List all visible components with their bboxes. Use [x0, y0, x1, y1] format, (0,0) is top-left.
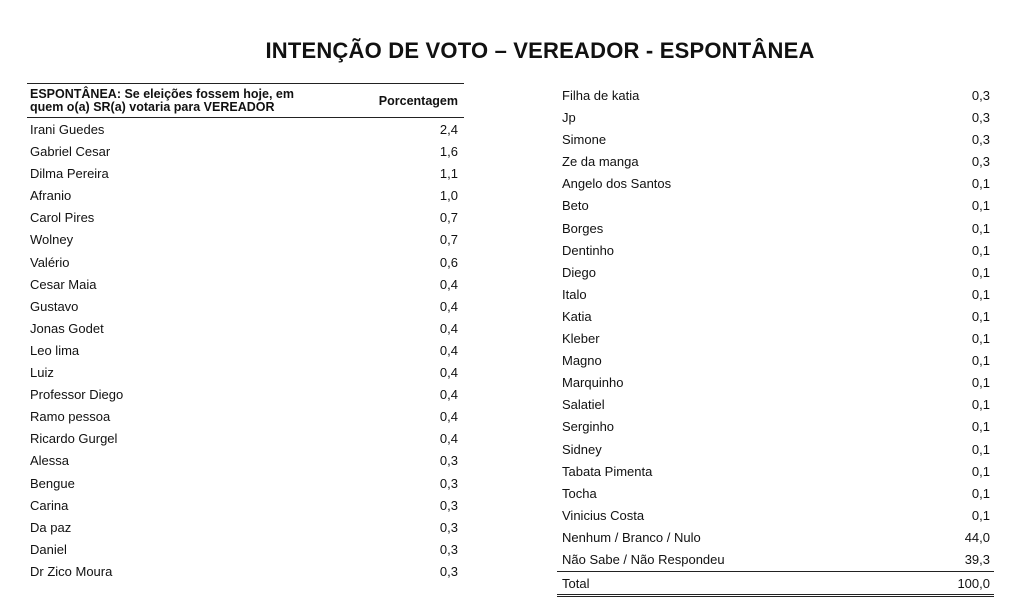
question-header: ESPONTÂNEA: Se eleições fossem hoje, em quem o(a) SR(a) votaria para VEREADOR	[30, 87, 294, 114]
table-row	[27, 295, 464, 317]
left-rows	[27, 118, 464, 582]
percent-value: 0,7	[439, 232, 458, 248]
candidate-name: Ricardo Gurgel	[30, 431, 118, 447]
percent-value: 1,6	[439, 144, 458, 160]
percent-value: 0,4	[439, 365, 458, 381]
candidate-name: Salatiel	[562, 397, 605, 413]
percent-value: 0,1	[971, 220, 990, 236]
candidate-name: Alessa	[30, 453, 70, 469]
right-rows	[557, 84, 994, 570]
candidate-name: Valério	[30, 254, 70, 270]
candidate-name: Jp	[562, 110, 576, 126]
candidate-name: Diego	[562, 264, 596, 280]
candidate-name: Da paz	[30, 519, 72, 535]
candidate-name: Angelo dos Santos	[562, 176, 672, 192]
percent-value: 0,3	[971, 110, 990, 126]
candidate-name: Filha de katia	[562, 88, 640, 103]
percent-value: 0,3	[971, 154, 990, 170]
table-row	[557, 438, 994, 460]
candidate-name: Serginho	[562, 419, 615, 435]
table-row	[557, 172, 994, 194]
table-row	[27, 162, 464, 184]
candidate-name: Borges	[562, 220, 604, 236]
candidate-name: Cesar Maia	[30, 276, 97, 292]
table-row	[557, 371, 994, 393]
percent-value: 0,4	[439, 276, 458, 292]
table-row	[557, 194, 994, 216]
table-row	[557, 84, 994, 106]
table-row	[557, 460, 994, 482]
percent-value: 0,1	[971, 353, 990, 369]
candidate-name: Simone	[562, 132, 607, 148]
candidate-name: Não Sabe / Não Respondeu	[562, 551, 725, 567]
percent-value: 0,1	[971, 463, 990, 479]
percent-value: 0,1	[971, 286, 990, 302]
table-row	[27, 118, 464, 140]
candidate-name: Daniel	[30, 541, 67, 557]
percent-value: 0,3	[439, 541, 458, 557]
percent-value: 0,1	[971, 375, 990, 391]
percent-value: 0,3	[439, 563, 458, 579]
percent-value: 1,1	[439, 166, 458, 182]
percent-value: 0,4	[439, 387, 458, 403]
table-row	[27, 427, 464, 449]
table-row	[557, 393, 994, 415]
percent-value: 0,1	[971, 419, 990, 435]
table-row	[557, 261, 994, 283]
table-row	[27, 184, 464, 206]
candidate-name: Dentinho	[562, 242, 615, 258]
left-results-table	[27, 83, 464, 582]
percent-value: 0,3	[439, 475, 458, 491]
table-row	[27, 273, 464, 295]
table-row	[27, 228, 464, 250]
table-row	[27, 317, 464, 339]
candidate-name: Leo lima	[30, 342, 80, 358]
percent-value: 0,1	[971, 397, 990, 413]
table-header	[27, 83, 464, 118]
table-row	[557, 349, 994, 371]
percent-value: 0,4	[439, 409, 458, 425]
table-row	[557, 128, 994, 150]
table-row	[27, 560, 464, 582]
percent-value: 0,1	[971, 441, 990, 457]
percent-value: 1,0	[439, 188, 458, 204]
percent-value: 0,1	[971, 264, 990, 280]
table-row	[557, 283, 994, 305]
percent-value: 0,4	[439, 298, 458, 314]
percent-value: 0,1	[971, 308, 990, 324]
percent-value: 0,3	[971, 88, 990, 103]
table-row	[557, 548, 994, 570]
table-row	[27, 140, 464, 162]
table-row	[557, 239, 994, 261]
candidate-name: Italo	[562, 286, 587, 302]
candidate-name: Professor Diego	[30, 387, 124, 403]
table-row	[27, 405, 464, 427]
percent-value: 0,1	[971, 507, 990, 523]
candidate-name: Irani Guedes	[30, 122, 105, 137]
percent-value: 0,1	[971, 176, 990, 192]
percent-value: 0,1	[971, 198, 990, 214]
percent-header: Porcentagem	[378, 94, 458, 108]
candidate-name: Carina	[30, 497, 69, 513]
percent-value: 0,3	[439, 453, 458, 469]
table-row	[27, 516, 464, 538]
percent-value: 44,0	[964, 529, 990, 545]
candidate-name: Wolney	[30, 232, 74, 248]
candidate-name: Tabata Pimenta	[562, 463, 653, 479]
percent-value: 0,4	[439, 342, 458, 358]
total-row	[557, 571, 994, 597]
page-title: INTENÇÃO DE VOTO – VEREADOR - ESPONTÂNEA	[265, 38, 815, 63]
table-row	[27, 538, 464, 560]
candidate-name: Jonas Godet	[30, 320, 104, 336]
percent-value: 39,3	[964, 551, 990, 567]
percent-value: 0,1	[971, 331, 990, 347]
candidate-name: Dilma Pereira	[30, 166, 109, 182]
table-row	[27, 361, 464, 383]
percent-value: 0,7	[439, 210, 458, 226]
candidate-name: Tocha	[562, 485, 597, 501]
candidate-name: Kleber	[562, 331, 600, 347]
candidate-name: Katia	[562, 308, 592, 324]
percent-value: 0,4	[439, 320, 458, 336]
percent-value: 0,1	[971, 485, 990, 501]
percent-value: 0,1	[971, 242, 990, 258]
candidate-name: Sidney	[562, 441, 602, 457]
candidate-name: Vinicius Costa	[562, 507, 645, 523]
candidate-name: Ramo pessoa	[30, 409, 111, 425]
candidate-name: Bengue	[30, 475, 75, 491]
candidate-name: Luiz	[30, 365, 54, 381]
candidate-name: Ze da manga	[562, 154, 639, 170]
table-row	[27, 339, 464, 361]
candidate-name: Beto	[562, 198, 589, 214]
table-row	[557, 150, 994, 172]
table-row	[27, 449, 464, 471]
candidate-name: Marquinho	[562, 375, 624, 391]
table-row	[27, 383, 464, 405]
table-row	[557, 482, 994, 504]
table-row	[557, 327, 994, 349]
percent-value: 0,3	[971, 132, 990, 148]
right-results-table	[557, 84, 994, 597]
table-row	[557, 305, 994, 327]
candidate-name: Dr Zico Moura	[30, 563, 113, 579]
table-row	[557, 504, 994, 526]
candidate-name: Gabriel Cesar	[30, 144, 111, 160]
total-label: Total	[562, 576, 590, 592]
total-value: 100,0	[957, 576, 990, 592]
table-row	[557, 415, 994, 437]
table-row	[27, 251, 464, 273]
table-row	[27, 494, 464, 516]
candidate-name: Afranio	[30, 188, 72, 204]
table-row	[557, 106, 994, 128]
table-row	[557, 526, 994, 548]
percent-value: 2,4	[439, 122, 458, 137]
table-row	[27, 472, 464, 494]
candidate-name: Carol Pires	[30, 210, 95, 226]
percent-value: 0,3	[439, 519, 458, 535]
candidate-name: Magno	[562, 353, 602, 369]
candidate-name: Gustavo	[30, 298, 79, 314]
percent-value: 0,3	[439, 497, 458, 513]
table-row	[557, 217, 994, 239]
percent-value: 0,6	[439, 254, 458, 270]
table-row	[27, 206, 464, 228]
percent-value: 0,4	[439, 431, 458, 447]
candidate-name: Nenhum / Branco / Nulo	[562, 529, 701, 545]
